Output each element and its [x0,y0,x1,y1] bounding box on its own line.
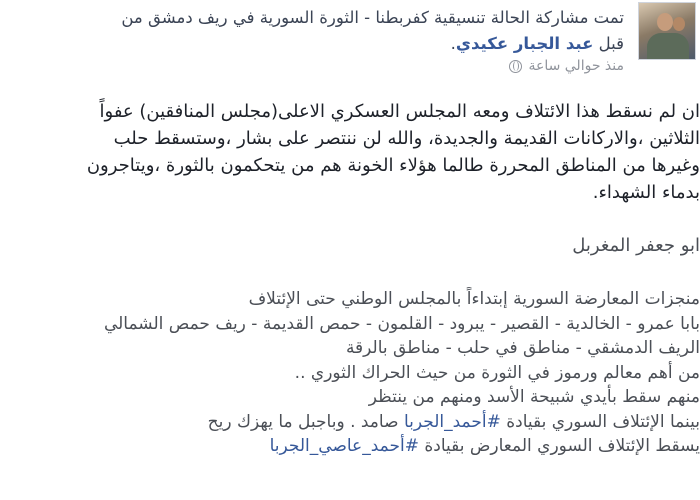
globe-icon[interactable] [509,60,522,73]
header-suffix: . [450,34,456,53]
quote-line: منهم سقط بأيدي شبيحة الأسد ومنهم من ينتظر [368,387,700,407]
quote-line: بابا عمرو - الخالدية - القصير - يبرود - القلمون - حمص القديمة - ريف حمص الشمالي [103,313,700,334]
quote-line-hashtag-2 [4,434,700,459]
hashtag-link[interactable]: #أحمد_عاصي_الجربا [269,436,419,456]
body-line: وغيرها من المناطق المحررة طالما هؤلاء الخونة هم من يتحكمون بالثورة ،ويتاجرون [86,155,700,176]
post-meta [509,58,624,74]
post-body [4,98,700,206]
post-timestamp[interactable]: منذ حوالي ساعة [528,58,624,74]
share-header-line-2 [14,32,624,56]
avatar-head-shape [657,13,673,31]
line-prefix: يسقط الإئتلاف السوري المعارض بقيادة [424,436,700,456]
body-line: ان لم نسقط هذا الائتلاف ومعه المجلس العسكري الاعلى(مجلس المنافقين) عفواً [99,101,700,122]
hashtag-link[interactable]: #أحمد_الجربا [403,411,501,432]
quote-line-hashtag-1 [4,410,700,435]
avatar-shirt-shape [647,33,689,60]
quoted-text [4,287,700,459]
quote-line: منجزات المعارضة السورية إبتداءاً بالمجلس الوطني حتى الإئتلاف [248,289,700,309]
author-link[interactable]: عبد الجبار عكيدي [455,34,594,53]
body-line: الثلاثين ،والاركانات القديمة والجديدة، والله لن ننتصر على بشار ،وستسقط حلب [113,128,700,149]
author-avatar[interactable] [638,2,696,60]
body-line: بدماء الشهداء. [592,182,700,203]
quote-line: الريف الدمشقي - مناطق في حلب - مناطق بالرقة [345,338,700,358]
line-prefix: بينما الإئتلاف السوري بقيادة [506,411,700,432]
quote-line: من أهم معالم ورموز في الثورة من حيث الحراك الثوري .. [294,362,700,383]
line-suffix: صامد . وباجبل ما يهزك ريح [207,411,399,432]
share-header-line-1: تمت مشاركة الحالة تنسيقية كفربطنا - الثورة السورية في ريف دمشق من [121,8,624,27]
header-prefix: قبل [598,34,624,53]
avatar-head2-shape [673,17,685,31]
post-signature: ابو جعفر المغربل [572,235,700,256]
